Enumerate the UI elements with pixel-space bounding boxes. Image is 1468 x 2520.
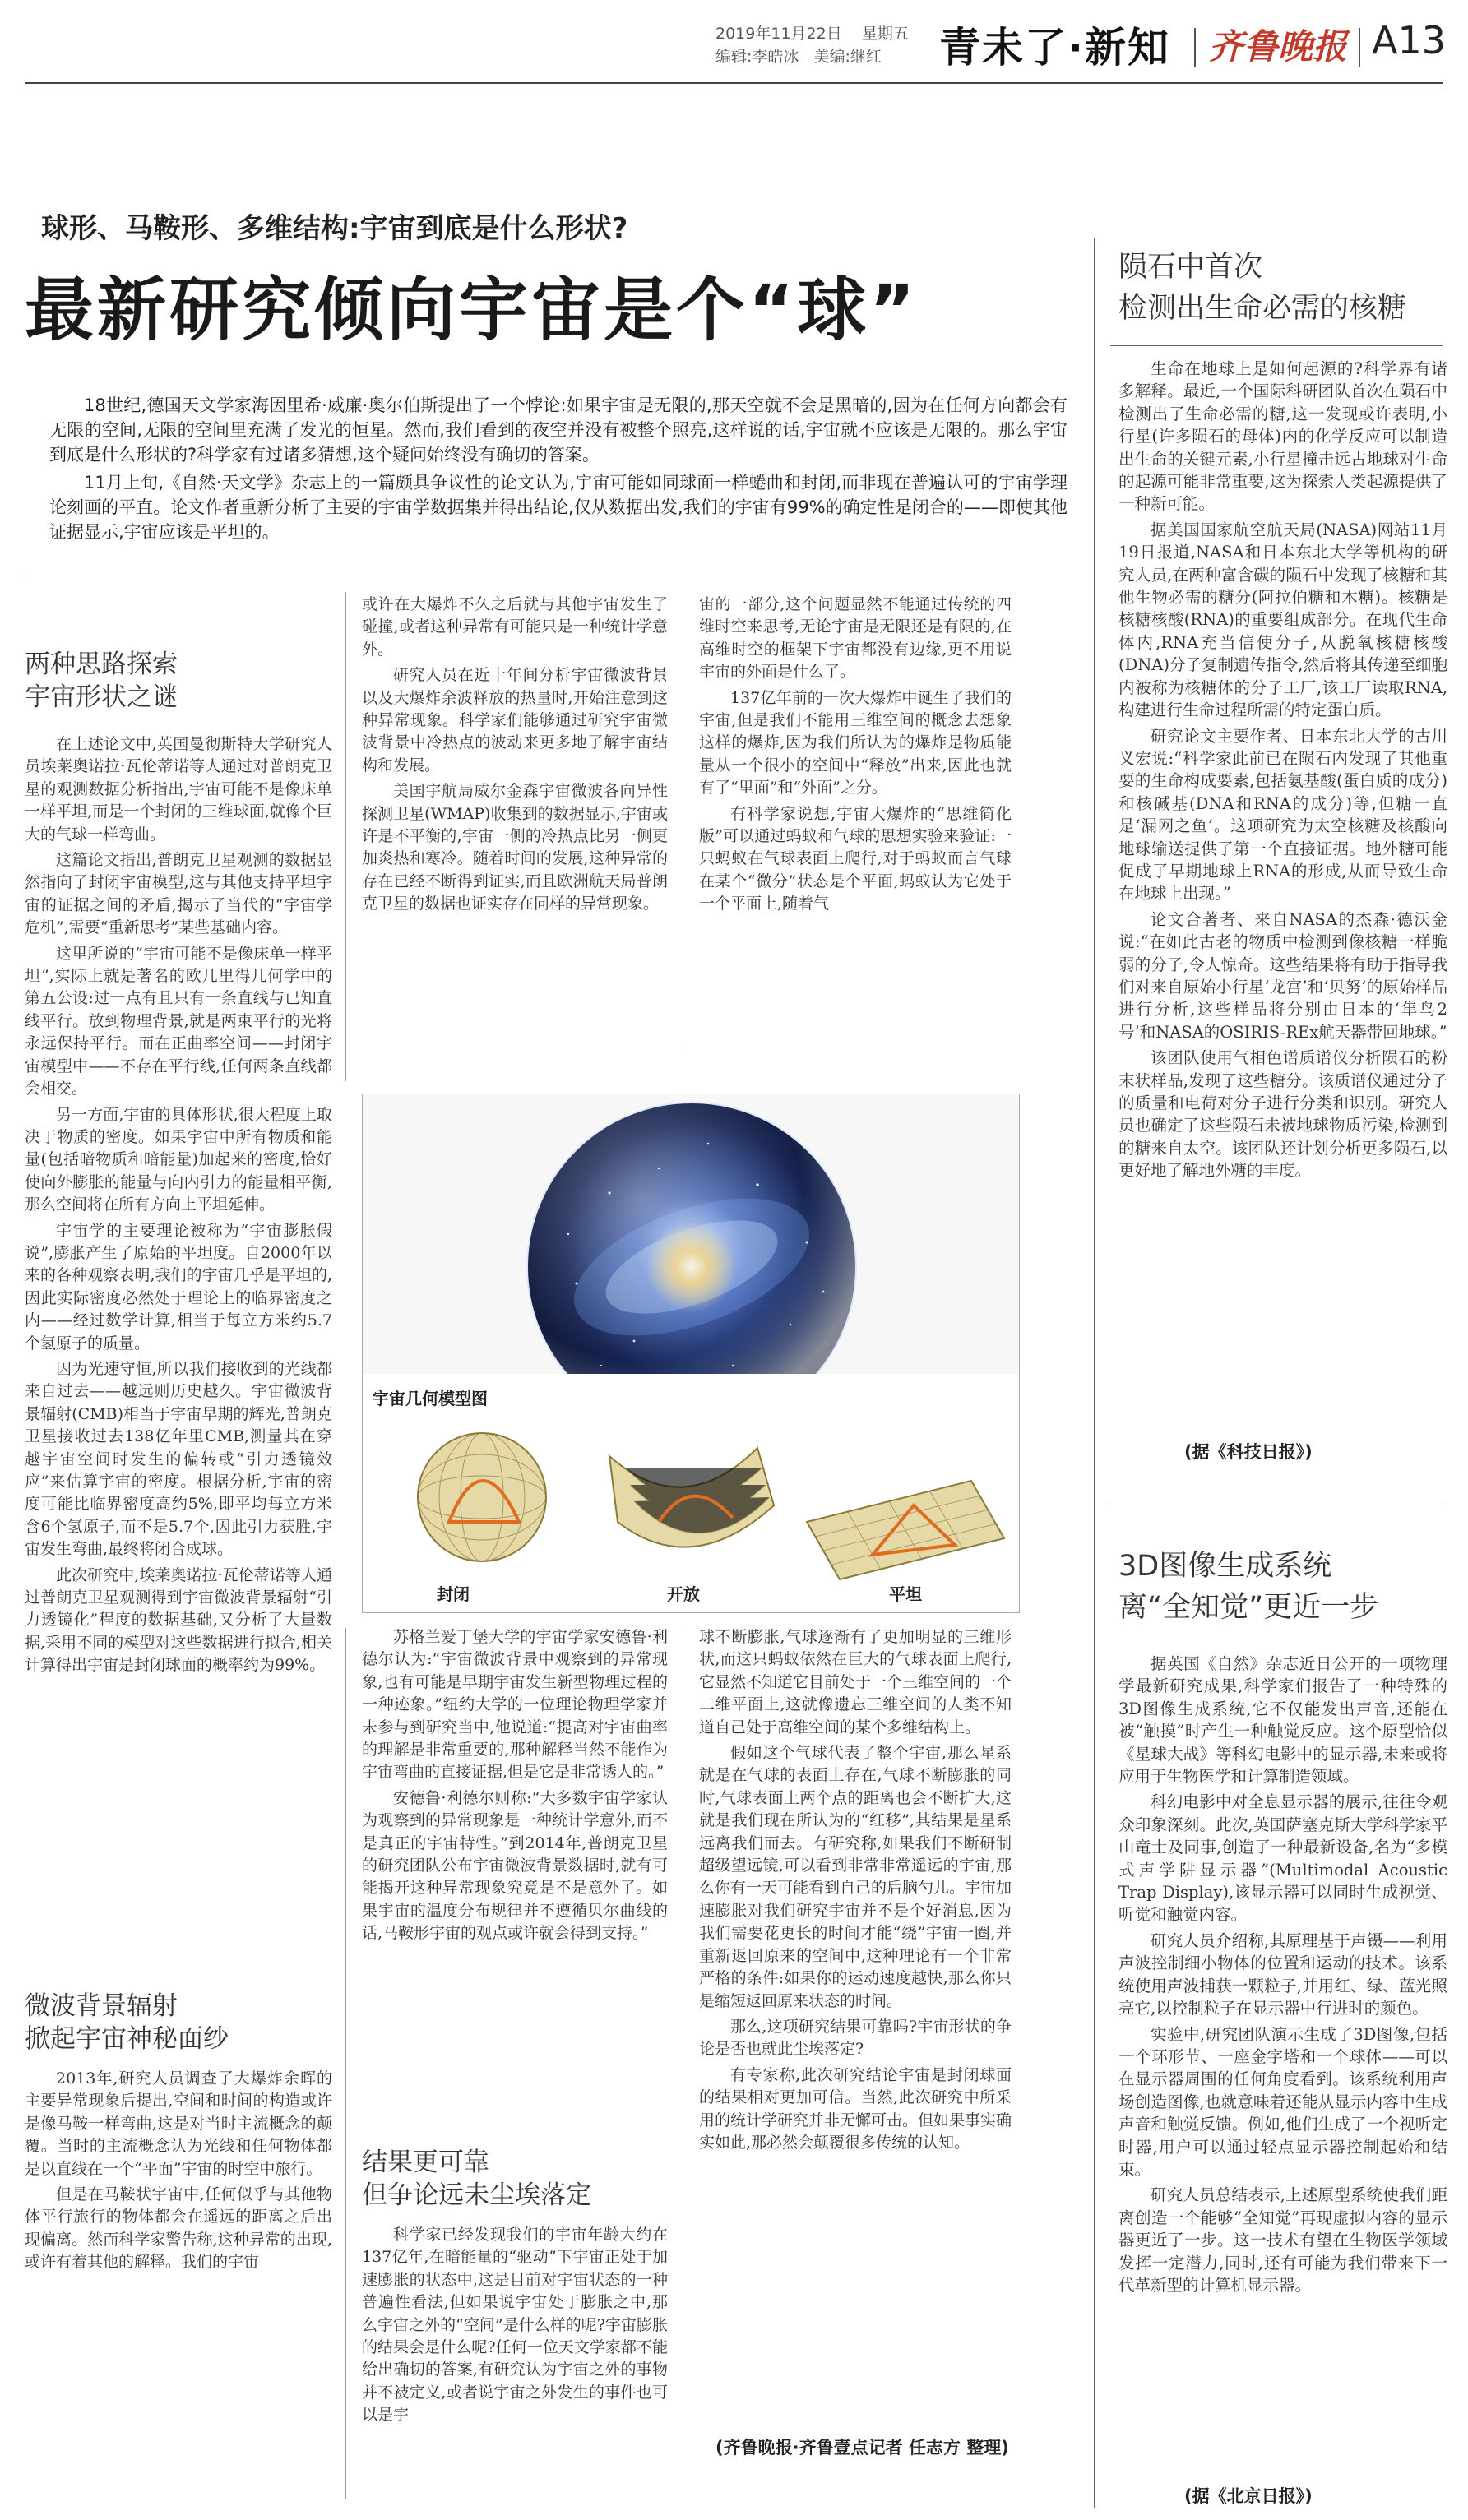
body-paragraph: 该团队使用气相色谱质谱仪分析陨石的粉末状样品,发现了这些糖分。该质谱仪通过分子的质量和电荷对分子进行分类和识别。研究人员也确定了这些陨石未被地球物质污染,检测到的糖来自太空。该团队还计划分析更多陨石,以更好地了解地外糖的丰度。 xyxy=(1118,1048,1447,1181)
subhead-3 xyxy=(362,2146,674,2212)
body-paragraph: 有科学家说想,宇宙大爆炸的“思维简化版”可以通过蚂蚁和气球的思想实验来验证:一只蚂蚁在气球表面上爬行,对于蚂蚁而言气球在某个“微分”状态是个平面,蚂蚁认为它处于一个平面上,随着气 xyxy=(699,804,1012,913)
body-paragraph: 这里所说的“宇宙可能不是像床单一样平坦”,实际上就是著名的欧几里得几何学中的第五公设:过一点有且只有一条直线与已知直线平行。放到物理背景,就是两束平行的光将永远保持平行。而在正曲率空间——封闭宇宙模型中——不存在平行线,任何两条直线都会相交。 xyxy=(25,944,332,1098)
body-paragraph: 实验中,研究团队演示生成了3D图像,包括一个环形节、一座金字塔和一个球体——可以在显示器周围的任何角度看到。该系统利用声场创造图像,也就意味着还能从显示内容中生成声音和触觉反馈。例如,他们生成了一个视听定时器,用户可以通过轻点显示器控制起始和结束。 xyxy=(1118,2024,1447,2179)
side2-title xyxy=(1118,1546,1447,1628)
side2-credit: (据《北京日报》) xyxy=(1184,2486,1313,2506)
body-paragraph: 科学家已经发现我们的宇宙年龄大约在137亿年,在暗能量的“驱动”下宇宙正处于加速膨胀的状态中,这是目前对宇宙状态的一种普遍性看法,但如果说宇宙处于膨胀之中,那么宇宙之外的“空间”是什么样的呢?宇宙膨胀的结果会是什么呢?任何一位天文学家都不能给出确切的答案,有研究认为宇宙之外的事物并不被定义,或者说宇宙之外发生的事件也可以是宇 xyxy=(362,2226,668,2425)
body-paragraph: 研究论文主要作者、日本东北大学的古川义宏说:“科学家此前已在陨石内发现了其他重要的生命构成要素,包括氨基酸(蛋白质的成分)和核碱基(DNA和RNA的成分)等,但糖一直是‘漏网之鱼’。这项研究为太空核糖及核酸向地球输送提供了第一个直接证据。地外糖可能促成了早期地球上RNA的形成,从而导致生命在地球上出现。” xyxy=(1118,726,1447,904)
body-paragraph: 这篇论文指出,普朗克卫星观测的数据显然指向了封闭宇宙模型,这与其他支持平坦宇宙的证据之间的矛盾,揭示了当代的“宇宙学危机”,需要“重新思考”某些基础内容。 xyxy=(25,851,332,937)
subhead-line: 结果更可靠 xyxy=(362,2148,489,2177)
body-paragraph: 此次研究中,埃莱奥诺拉·瓦伦蒂诺等人通过普朗克卫星观测得到宇宙微波背景辐射“引力透镜化”程度的数据基础,又分析了大量数据,采用不同的模型对这些数据进行拟合,相关计算得出宇宙是封闭球面的概率约为99%。 xyxy=(25,1565,332,1675)
subhead-1 xyxy=(25,648,329,714)
body-paragraph: 论文合著者、来自NASA的杰森·德沃金说:“在如此古老的物质中检测到像核糖一样脆弱的分子,令人惊奇。这些结果将有助于指导我们对来自原始小行星‘龙宫’和‘贝努’的原始样品进行分析,这些样品将分别由日本的‘隼鸟2号’和NASA的OSIRIS-REx航天器带回地球。” xyxy=(1118,909,1447,1042)
subhead-line: 微波背景辐射 xyxy=(25,1991,178,2021)
column-1 xyxy=(25,733,332,1876)
figure-label: 开放 xyxy=(667,1584,700,1604)
body-paragraph: 有专家称,此次研究结论宇宙是封闭球面的结果相对更加可信。当然,此次研究中所采用的统计学研究并非无懈可击。但如果事实确实如此,那必然会颠覆很多传统的认知。 xyxy=(699,2065,1012,2152)
universe-illustration xyxy=(363,1094,1019,1612)
column-3-top xyxy=(699,594,1012,1054)
body-paragraph: 球不断膨胀,气球逐渐有了更加明显的三维形状,而这只蚂蚁依然在巨大的气球表面上爬行,它显然不知道它目前处于一个三维空间的一个二维平面上,这就像遗忘三维空间的人类不知道自己处于高维空间的某个多维结构上。 xyxy=(699,1628,1012,1736)
body-paragraph: 另一方面,宇宙的具体形状,很大程度上取决于物质的密度。如果宇宙中所有物质和能量(包括暗物质和暗能量)加起来的密度,恰好使向外膨胀的能量与向内引力的能量相平衡,那么空间将在所有方向上平坦延伸。 xyxy=(25,1105,332,1214)
kicker: 球形、马鞍形、多维结构:宇宙到底是什么形状? xyxy=(41,212,628,245)
body-paragraph: 安德鲁·利德尔则称:“大多数宇宙学家认为观察到的异常现象是一种统计学意外,而不是真正的宇宙特性。”到2014年,普朗克卫星的研究团队公布宇宙微波背景数据时,就有可能揭开这种异常现象究竟是不是意外了。如果宇宙的温度分布规律并不遵循贝尔曲线的话,马鞍形宇宙的观点或许就会得到支持。” xyxy=(362,1788,668,1943)
side-title-line: 检测出生命必需的核糖 xyxy=(1118,292,1407,325)
main-credit: (齐鲁晚报·齐鲁壹点记者 任志方 整理) xyxy=(715,2438,1009,2458)
column-2-bottom xyxy=(362,2224,668,2504)
issue-date: 2019年11月22日 星期五 xyxy=(715,25,909,43)
figure xyxy=(362,1094,1020,1613)
column-2-top xyxy=(362,594,668,1079)
figure-label: 平坦 xyxy=(889,1584,922,1604)
body-paragraph: 137亿年前的一次大爆炸中诞生了我们的宇宙,但是我们不能用三维空间的概念去想象这样的爆炸,因为我们所认为的爆炸是物质能量从一个很小的空间中“释放”出来,因此也就有了“里面”和“外面”之分。 xyxy=(699,688,1012,798)
headline: 最新研究倾向宇宙是个“球” xyxy=(25,270,919,350)
body-paragraph: 据美国国家航空航天局(NASA)网站11月19日报道,NASA和日本东北大学等机构的研究人员,在两种富含碳的陨石中发现了核糖和其他生物必需的糖分(阿拉伯糖和木糖)。核糖是核糖核酸(RNA)的重要组成部分。在现代生命体内,RNA充当信使分子,从脱氧核糖核酸(DNA)分子复制遗传指令,然后将其传递至细胞内被称为核糖体的分子工厂,该工厂读取RNA,构建进行生命过程所需的特定蛋白质。 xyxy=(1118,520,1447,720)
body-paragraph: 或许在大爆炸不久之后就与其他宇宙发生了碰撞,或者这种异常有可能只是一种统计学意外。 xyxy=(362,595,668,659)
lead-paragraph: 18世纪,德国天文学家海因里希·威廉·奥尔伯斯提出了一个悖论:如果宇宙是无限的,那天空就不会是黑暗的,因为在任何方向都会有无限的空间,无限的空间里充满了发光的恒星。然而,我们看到的夜空并没有被整个照亮,这样说的话,宇宙就不应该是无限的。那么宇宙到底是什么形状的?科学家有过诸多猜想,这个疑问始终没有确切的答案。 xyxy=(49,395,1067,465)
body-paragraph: 科幻电影中对全息显示器的展示,往往令观众印象深刻。此次,英国萨塞克斯大学科学家平山竜士及同事,创造了一种最新设备,名为“多模式声学阱显示器”(Multimodal Acoustic Trap Display),该显示器可以同时生成视觉、听觉和触觉内容。 xyxy=(1118,1792,1447,1925)
subhead-line: 掀起宇宙神秘面纱 xyxy=(25,2024,229,2054)
column-1-bottom xyxy=(25,2068,332,2504)
column-3-bottom xyxy=(699,1626,1012,2411)
body-paragraph: 宙的一部分,这个问题显然不能通过传统的四维时空来思考,无论宇宙是无限还是有限的,在高维时空的框架下宇宙都没有边缘,更不用说宇宙的外面是什么了。 xyxy=(699,595,1012,682)
side1-title xyxy=(1118,247,1447,329)
figure-label: 封闭 xyxy=(437,1584,470,1604)
side2-body xyxy=(1118,1653,1447,2442)
body-paragraph: 研究人员总结表示,上述原型系统使我们距离创造一个能够“全知觉”再现虚拟内容的显示器更近了一步。这一技术有望在生物医学领域发挥一定潜力,同时,还有可能为我们带来下一代革新型的计算机显示器。 xyxy=(1118,2185,1447,2295)
side-title-line: 3D图像生成系统 xyxy=(1118,1550,1332,1583)
body-paragraph: 因为光速守恒,所以我们接收到的光线都来自过去——越远则历史越久。宇宙微波背景辐射(CMB)相当于宇宙早期的辉光,普朗克卫星接收过去138亿年里CMB,测量其在穿越宇宙空间时发生的偏转或“引力透镜效应”来估算宇宙的密度。根据分析,宇宙的密度可能比临界密度高约5%,即平均每立方米含6个氢原子,而不是5.7个,因此引力获胜,宇宙发生弯曲,最终将闭合成球。 xyxy=(25,1359,332,1559)
body-paragraph: 研究人员在近十年间分析宇宙微波背景以及大爆炸余波释放的热量时,开始注意到这种异常现象。科学家们能够通过研究宇宙微波背景中冷热点的波动来更多地了解宇宙结构和发展。 xyxy=(362,666,668,774)
lead-paragraph: 11月上旬,《自然·天文学》杂志上的一篇颇具争议性的论文认为,宇宙可能如同球面一样蜷曲和封闭,而非现在普遍认可的宇宙学理论刻画的平直。论文作者重新分析了主要的宇宙学数据集并得出结论,仅从数据出发,我们的宇宙有99%的确定性是闭合的——即使其他证据显示,宇宙应该是平坦的。 xyxy=(49,473,1067,542)
subhead-line: 两种思路探索 xyxy=(25,650,178,679)
body-paragraph: 宇宙学的主要理论被称为“宇宙膨胀假说”,膨胀产生了原始的平坦度。自2000年以来的各种观察表明,我们的宇宙几乎是平坦的,因此实际密度必然处于理论上的临界密度之内——经过数学计算,相当于每立方米约5.7个氢原子的质量。 xyxy=(25,1221,332,1352)
side-title-line: 离“全知觉”更近一步 xyxy=(1118,1591,1379,1624)
body-paragraph: 生命在地球上是如何起源的?科学界有诸多解释。最近,一个国际科研团队首次在陨石中检测出了生命必需的糖,这一发现或许表明,小行星(许多陨石的母体)内的化学反应可以制造出生命的关键元素,小行星撞击远古地球对生命的起源可能非常重要,这为探索人类起源提供了一种新可能。 xyxy=(1118,359,1447,514)
body-paragraph: 2013年,研究人员调查了大爆炸余晖的主要异常现象后提出,空间和时间的构造或许是像马鞍一样弯曲,这是对当时主流概念的颠覆。当时的主流概念认为光线和任何物体都是以直线在一个“平面”宇宙的时空中旅行。 xyxy=(25,2069,332,2178)
body-paragraph: 那么,这项研究结果可靠吗?宇宙形状的争论是否也就此尘埃落定? xyxy=(699,2017,1012,2059)
body-paragraph: 研究人员介绍称,其原理基于声镊——利用声波控制细小物体的位置和运动的技术。该系统使用声波捕获一颗粒子,并用红、绿、蓝光照亮它,以控制粒子在显示器中行进时的颜色。 xyxy=(1118,1930,1447,2018)
subhead-line: 宇宙形状之谜 xyxy=(25,682,178,712)
body-paragraph: 假如这个气球代表了整个宇宙,那么星系就是在气球的表面上存在,气球不断膨胀的同时,气球表面上两个点的距离也会不断扩大,这就是我们现在所认为的“红移”,其结果是星系远离我们而去。有研究称,如果我们不断研制超级望远镜,可以看到非常非常遥远的宇宙,那么你有一天可能看到自己的后脑勺儿。宇宙加速膨胀对我们研究宇宙并不是个好消息,因为我们需要花更长的时间才能“绕”宇宙一圈,并重新返回原来的空间中,这种理论有一个非常严格的条件:如果你的运动速度越快,那么你只是缩短返回原来状态的时间。 xyxy=(699,1744,1012,2010)
body-paragraph: 但是在马鞍状宇宙中,任何似乎与其他物体平行旅行的物体都会在遥远的距离之后出现偏离。然而科学家警告称,这种异常的出现,或许有着其他的解释。我们的宇宙 xyxy=(25,2185,332,2272)
subhead-line: 但争论远未尘埃落定 xyxy=(362,2180,591,2210)
body-paragraph: 美国宇航局威尔金森宇宙微波各向异性探测卫星(WMAP)收集到的数据显示,宇宙或许是不平衡的,宇宙一侧的冷热点比另一侧更加炎热和寒冷。随着时间的发展,这种异常的存在已经不断得到证实,而且欧洲航天局普朗克卫星的数据也证实存在同样的异常现象。 xyxy=(362,782,668,913)
figure-caption: 宇宙几何模型图 xyxy=(373,1389,488,1408)
subhead-2 xyxy=(25,1990,329,2055)
side1-credit: (据《科技日报》) xyxy=(1184,1442,1313,1462)
page-number: A13 xyxy=(1372,18,1447,62)
side-title-line: 陨石中首次 xyxy=(1118,251,1263,284)
body-paragraph: 苏格兰爱丁堡大学的宇宙学家安德鲁·利德尔认为:“宇宙微波背景中观察到的异常现象,也有可能是早期宇宙发生新型物理过程的一种迹象。”纽约大学的一位理论物理学家并未参与到研究当中,他说道:“提高对宇宙曲率的理解是非常重要的,那种解释当然不能作为宇宙弯曲的直接证据,但是它是非常诱人的。” xyxy=(362,1628,668,1782)
closed-model-icon xyxy=(418,1433,546,1561)
paper-logo: 齐鲁晚报 xyxy=(1209,26,1348,67)
section-title: 青未了·新知 xyxy=(939,24,1170,72)
body-paragraph: 据英国《自然》杂志近日公开的一项物理学最新研究成果,科学家们报告了一种特殊的3D图像生成系统,它不仅能发出声音,还能在被“触摸”时产生一种触觉反应。这个原型恰似《星球大战》等科幻电影中的显示器,未来或将应用于生物医学和计算制造领域。 xyxy=(1118,1654,1447,1787)
lead xyxy=(49,393,1067,548)
side1-body xyxy=(1118,358,1447,1385)
body-paragraph: 在上述论文中,英国曼彻斯特大学研究人员埃莱奥诺拉·瓦伦蒂诺等人通过对普朗克卫星的观测数据分析指出,宇宙可能不是像床单一样平坦,而是一个封闭的三维球面,就像个巨大的气球一样弯曲。 xyxy=(25,735,332,844)
editors: 编辑:李皓冰 美编:继红 xyxy=(715,48,882,66)
column-2-mid xyxy=(362,1626,668,2111)
